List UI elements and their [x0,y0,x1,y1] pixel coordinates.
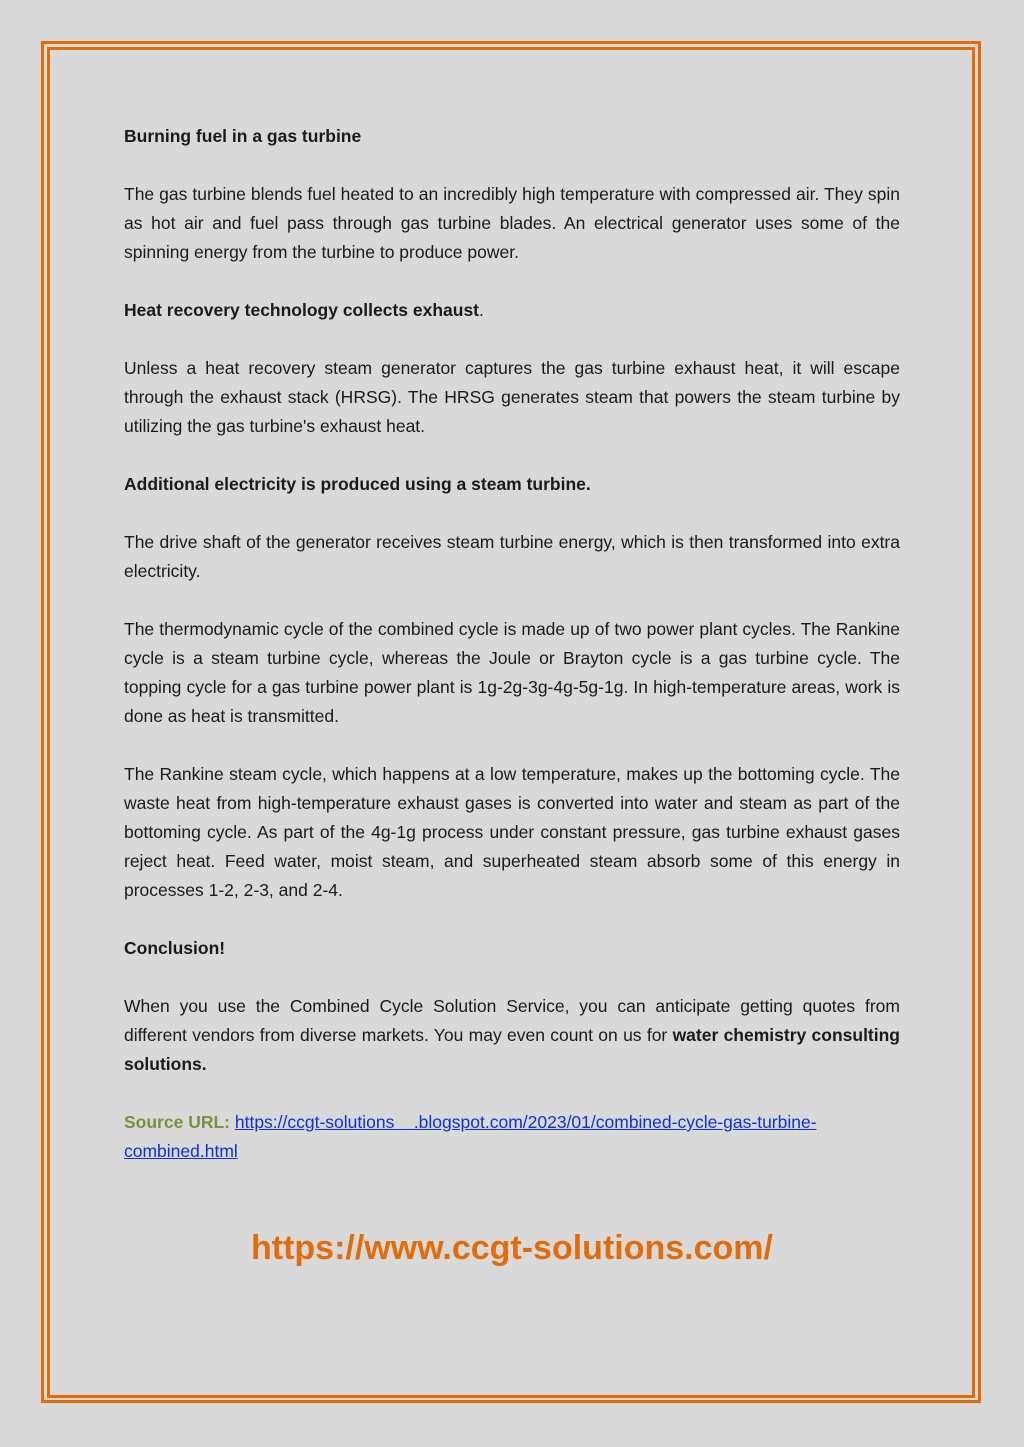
site-url-footer[interactable]: https://www.ccgt-solutions.com/ [251,1229,773,1267]
paragraph-hrsg: Unless a heat recovery steam generator captures the gas turbine exhaust heat, it will escape through the exhaust stack (HRSG). The HRSG generates steam that powers the steam turbine by utilizing the gas turbine's exhaust heat. [124,358,900,436]
heading-steam-turbine: Additional electricity is produced using a steam turbine. [124,474,591,494]
conclusion-text: When you use the Combined Cycle Solution Service, you can anticipate getting quotes from different vendors from diverse markets. You may even count on us for [124,996,900,1045]
paragraph-conclusion [124,992,900,1079]
heading-conclusion: Conclusion! [124,938,226,958]
heading-heat-recovery-text: Heat recovery technology collects exhaust [124,300,479,320]
heading-burning-fuel: Burning fuel in a gas turbine [124,126,362,146]
paragraph-gas-turbine: The gas turbine blends fuel heated to an incredibly high temperature with compressed air. They spin as hot air and fuel pass through gas turbine blades. An electrical generator uses some of the spinning energy from the turbine to produce power. [124,184,900,262]
paragraph-thermodynamic-cycle: The thermodynamic cycle of the combined cycle is made up of two power plant cycles. The Rankine cycle is a steam turbine cycle, whereas the Joule or Brayton cycle is a gas turbine cycle. The topping cycle for a gas turbine power plant is 1g-2g-3g-4g-5g-1g. In high-temperature areas, work is done as heat is transmitted. [124,619,900,726]
source-label: Source URL: [124,1112,230,1132]
source-url-link[interactable]: https://ccgt-solutions .blogspot.com/2023/01/combined-cycle-gas-turbine-combined.html [124,1112,817,1161]
heading-heat-recovery-period: . [479,300,484,320]
article-body [124,122,900,1195]
paragraph-rankine-cycle: The Rankine steam cycle, which happens at a low temperature, makes up the bottoming cycle. The waste heat from high-temperature exhaust gases is converted into water and steam as part of the bottoming cycle. As part of the 4g-1g process under constant pressure, gas turbine exhaust gases reject heat. Feed water, moist steam, and superheated steam absorb some of this energy in processes 1-2, 2-3, and 2-4. [124,764,900,900]
source-line [124,1108,900,1166]
heading-heat-recovery [124,296,900,325]
conclusion-bold-link: water chemistry consulting solutions. [124,1025,901,1074]
paragraph-drive-shaft: The drive shaft of the generator receives steam turbine energy, which is then transformed into extra electricity. [124,532,900,581]
